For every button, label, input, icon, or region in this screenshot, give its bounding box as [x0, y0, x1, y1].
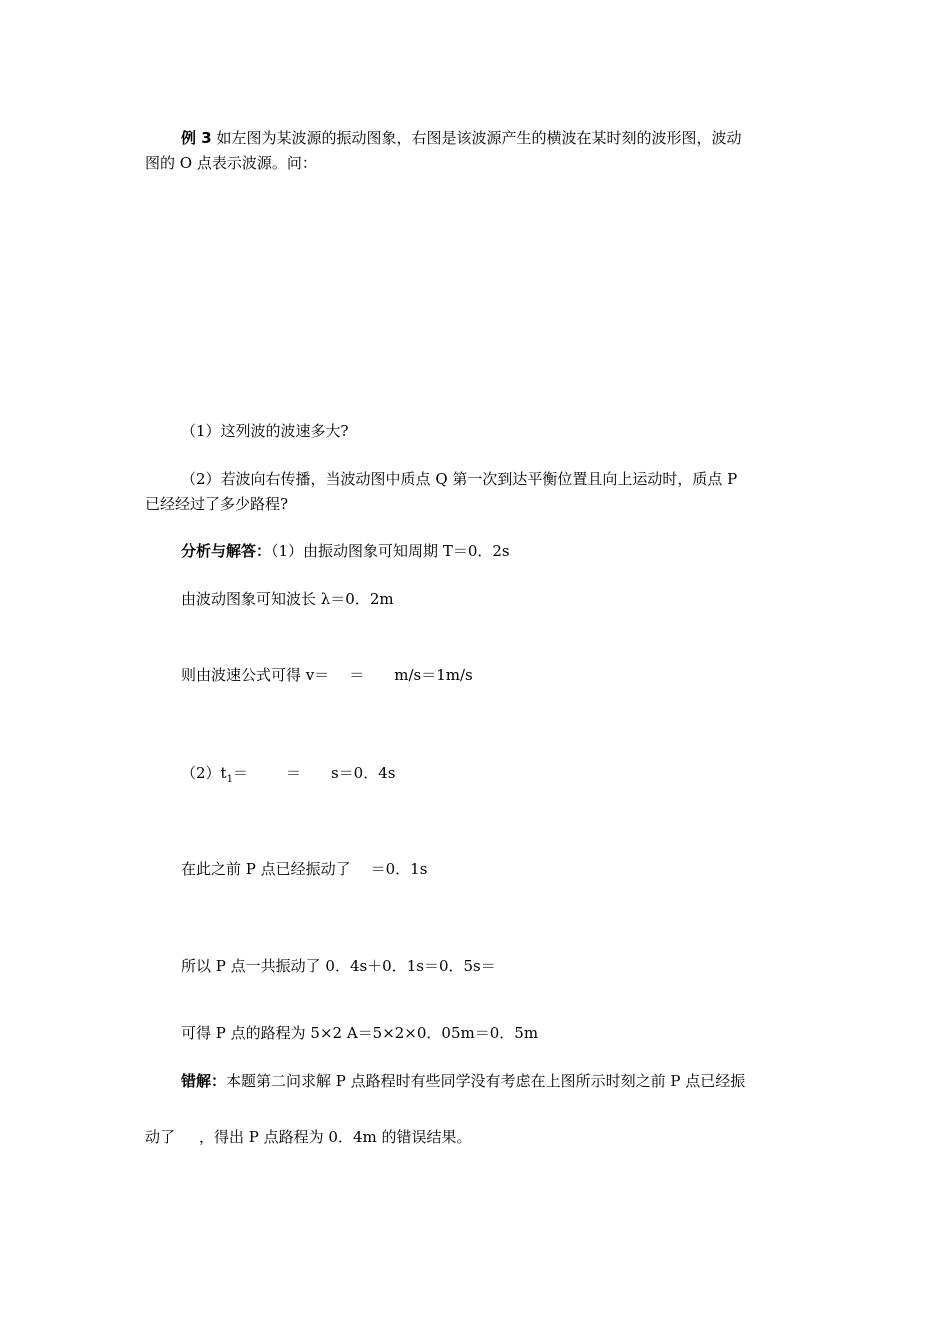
analysis-step5 — [181, 859, 427, 879]
example-label: 例 3 — [181, 129, 212, 147]
analysis-step4 — [181, 763, 395, 790]
step5-part-a: 在此之前 P 点已经振动了 — [181, 860, 351, 878]
step5-part-b: ＝0．1s — [370, 860, 428, 878]
mistake-text-2b: ，得出 P 点路程为 0．4m 的错误结果。 — [199, 1128, 472, 1146]
step4-part-c: ＝ — [285, 764, 301, 782]
analysis-label: 分析与解答： — [181, 542, 272, 560]
step4-subscript: 1 — [226, 774, 233, 785]
step3-part-b: ＝ — [349, 666, 365, 684]
step4-part-a: （2）t — [181, 764, 227, 782]
example-intro-line2: 图的 O 点表示波源。问： — [145, 154, 317, 172]
mistake-text-1: 本题第二问求解 P 点路程时有些同学没有考虑在上图所示时刻之前 P 点已经振 — [226, 1072, 746, 1090]
analysis-step3 — [181, 665, 473, 685]
analysis-step2: 由波动图象可知波长 λ＝0．2m — [181, 590, 394, 608]
analysis-step1: （1）由振动图象可知周期 T＝0．2s — [271, 542, 510, 560]
example-intro-text: 如左图为某波源的振动图象，右图是该波源产生的横波在某时刻的波形图，波动 — [216, 129, 742, 147]
analysis-step1-line — [181, 541, 510, 561]
mistake-line2 — [145, 1127, 472, 1147]
question-2-line1: （2）若波向右传播，当波动图中质点 Q 第一次到达平衡位置且向上运动时，质点 P — [181, 470, 738, 488]
step3-part-a: 则由波速公式可得 v＝ — [181, 666, 330, 684]
analysis-step7: 可得 P 点的路程为 5×2 A＝5×2×0．05m＝0．5m — [181, 1024, 539, 1042]
example-intro-line1 — [181, 128, 741, 148]
analysis-step6: 所以 P 点一共振动了 0．4s＋0．1s＝0．5s＝ — [181, 957, 496, 975]
step4-part-b: ＝ — [232, 764, 248, 782]
question-2-line2: 已经经过了多少路程? — [145, 495, 289, 513]
step4-part-d: s＝0．4s — [330, 764, 396, 782]
mistake-text-2a: 动了 — [145, 1128, 176, 1146]
question-1: （1）这列波的波速多大? — [181, 422, 349, 440]
mistake-line1 — [181, 1071, 745, 1091]
mistake-label: 错解： — [181, 1072, 227, 1090]
step3-part-c: m/s＝1m/s — [394, 666, 473, 684]
